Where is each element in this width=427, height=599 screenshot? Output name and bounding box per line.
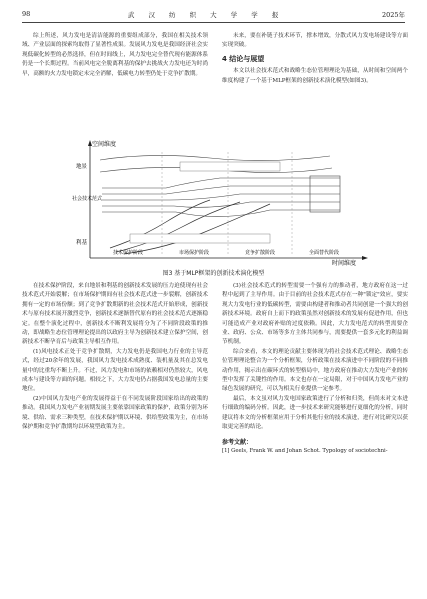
left-column-top [22, 32, 208, 79]
journal-name: 武 汉 纺 织 大 学 学 报 [127, 10, 285, 19]
paragraph: (2)中国风力发电产业的发展得益于在不同发展阶段国家给出的政策的推动。我国风力发电产业初期发展主要依靠国家政策的保护，政策分别为环境、供给、需求三种类型，在技术保护期以环境、供给型政策为主，在市场保护期和竞争扩散期均以环境型政策为主。 [22, 395, 208, 431]
y-axis-title: 空间维度 [92, 141, 117, 148]
left-column-bottom [22, 282, 208, 433]
page-number: 98 [22, 10, 31, 18]
paragraph: 在技术保护阶段，来自地景和利基的创新技术发展的压力迫使现有社会技术范式开始裂解；在市场保护期间有社会技术范式进一步裂解，创新技术拥有一定的市场份额；到了竞争扩散期新的社会技术范式开始形成，创新技术与原有技术展开激烈竞争，创新技术逐渐替代原有的社会技术范式逐渐稳定。在整个演化过程中，创新技术不断利发展将分为了不同阶段政策的推动，即战略生态位管理理论提出的以政府主导为创新技术建立保护空间，创新技术不断孕育后与政策主导相互作用。 [22, 283, 208, 346]
page-header [22, 8, 405, 23]
references-heading: 参考文献： [222, 438, 253, 446]
paragraph: 最后，本文虽对风力发电国家政策进行了分析和归类，但尚未对文本进行细致的编码分析。因此，进一步技术来研究能够进行更细化的分析，同时建议将本文的分析框架应用于分析其他行业的技术演进，进行对比研究以获取更完善的结论。 [222, 395, 408, 431]
paragraph: (1)风电技术正处于竞争扩散期，大力发电仍是我国电力行业的主导范式，经过20余年的发展，我国风力发电技术成熟度、装机量及其在总发电量中的比重均不断上升。不过，风力发电和市场的依赖相对仍然较大，风电成本与建设等方面的问题。相较之下，大力发电仍占据我国发电总量的主要地位。 [22, 348, 208, 393]
issue-year: 2025年 [381, 10, 405, 19]
level-landscape: 地景 [76, 164, 88, 170]
right-column-top [222, 32, 408, 86]
paragraph: (3)社会技术范式的转型需要一个强有力的推动者，地方政府在这一过程中起到了主导作用。由于目前的社会技术范式存在一种"锁定"效应，要实现大力发电行业的低碳转型，需要由构建者和推动者共同创建一个强大的创新技术环境。政府自上而下的政策虽然对创新技术的发展有促进作用，但也可能造成产业对政府补贴的过度依赖。因此，大力发电范式的转型需要企业、政府、公众、市场等多方主体共同参与，需要提供一套多元化的利益调节机制。 [222, 283, 408, 346]
mlp-figure [70, 138, 370, 266]
stage-label: 竞争扩散阶段 [244, 250, 276, 256]
x-axis-title: 时间维度 [332, 260, 357, 266]
reference-item: [1] Geels, Frank W. and Johan Schot. Typology of sociotechni- [222, 447, 388, 454]
level-regime: 社会技术范式 [72, 196, 103, 202]
level-niche: 利基 [76, 240, 88, 246]
stage-label: 全面替代阶段 [308, 250, 340, 256]
right-column-bottom [222, 282, 408, 456]
section-heading: 4 结论与展望 [222, 54, 265, 63]
paragraph: 未来，要在补链子技术环节，撑本增效，分散式风力发电场建设等方面实现突破。 [222, 33, 408, 49]
paragraph: 综上所述，风力发电是清洁能源的重要组成部分，我国在相关技术领域、产业层面的探索均取得了显著性成果。发展风力发电是我国经济社会实现低碳化转型的必然选择，但在时间线上，风力发电完全替代现有能源体系仍是一个长期过程。当前风电完全脱离利基的保护去挑战火力发电还为时尚早，高额的火力发电锁定未完全消解，低碳电力转型仍处于竞争扩散期。 [22, 33, 208, 77]
paragraph: 本文以社会技术范式和战略生态位管理理论为基础，从时间和空间两个维度构建了一个基于MLP框架的创新技术演化模型(如图3)。 [222, 68, 408, 84]
stage-label: 市场保护阶段 [178, 250, 210, 256]
paragraph: 综合来看，本文的理论贡献主要体现为将社会技术范式理论、战略生态位管理理论整合为一个分析框架，分析政策在技术演进中不同阶段的不同推动作用，揭示出在碳环式的转型格局中，地方政府在推动大力发电产业的转型中发挥了关键性的作用。本文也存在一定局限，对于中国风力发电产业的绿色发展的研究，可以为相关行业提供一定参考。 [222, 348, 408, 393]
stage-label: 技术保护阶段 [112, 250, 144, 256]
figure-caption: 图3 基于MLP框架的创新技术演化模型 [162, 270, 265, 277]
